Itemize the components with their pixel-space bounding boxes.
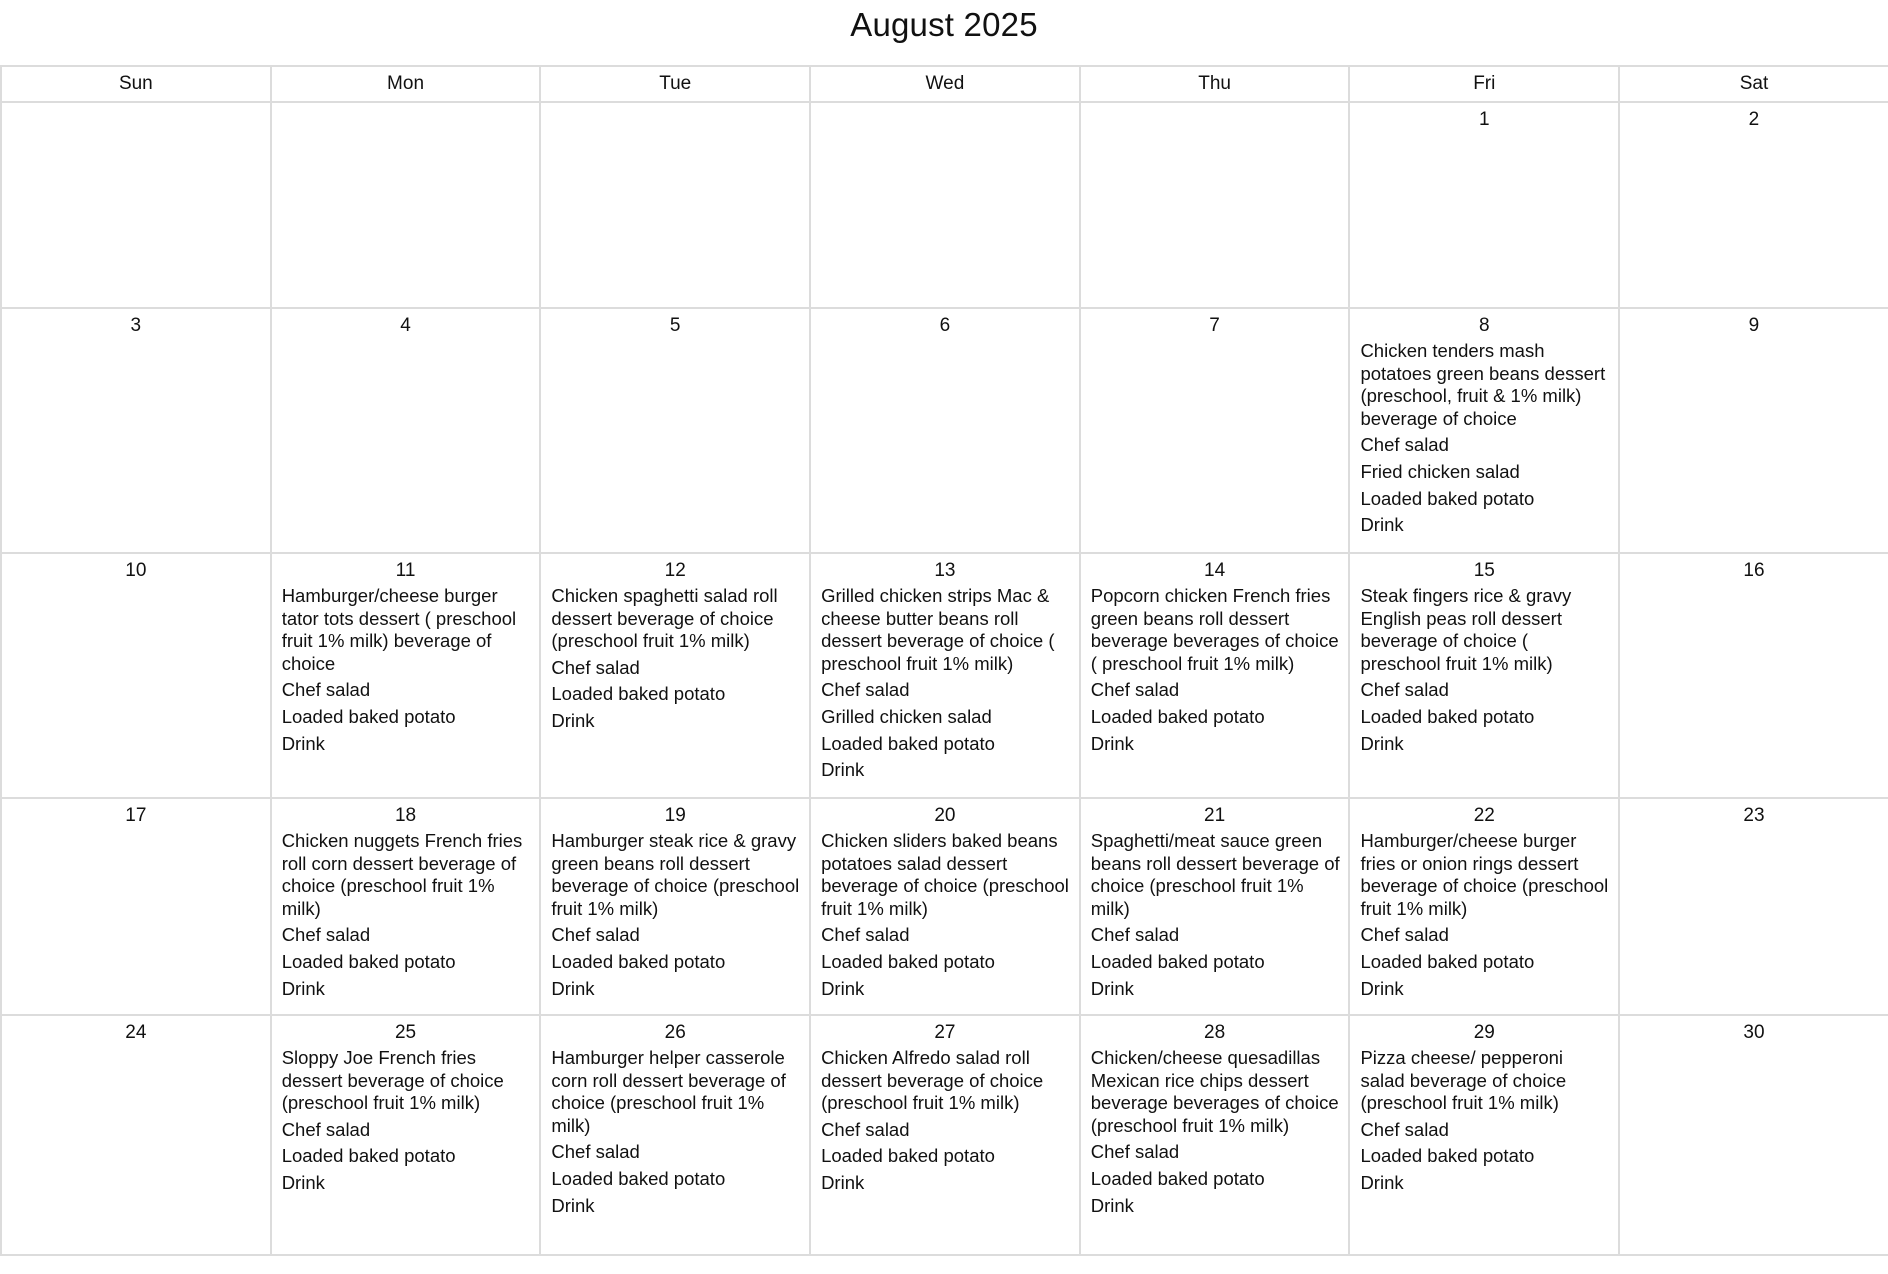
menu-entry: Drink (281, 977, 325, 999)
day-cell (810, 1015, 1080, 1255)
menu-entry: Chicken tenders mash potatoes green beans dessert (preschool, fruit & 1% milk) beverage of choice (1360, 340, 1606, 429)
day-cell (540, 553, 810, 798)
day-cell (1, 1015, 271, 1255)
day-number: 13 (934, 560, 956, 581)
day-cell (540, 798, 810, 1015)
menu-entry: Drink (281, 1171, 325, 1193)
day-cell (1619, 798, 1888, 1015)
menu-entry: Chicken spaghetti salad roll dessert beverage of choice (preschool fruit 1% milk) (551, 585, 778, 652)
day-cell (1349, 102, 1619, 308)
week-row (1, 1015, 1888, 1255)
day-number: 25 (394, 1022, 417, 1043)
menu-entry: Drink (551, 1194, 595, 1216)
menu-entry: Drink (821, 759, 865, 781)
menu-entry: Steak fingers rice & gravy English peas roll dessert beverage of choice ( preschool fruit 1% milk) (1360, 585, 1572, 674)
menu-entries (1350, 337, 1618, 547)
menu-entry: Chef salad (821, 1118, 910, 1140)
menu-entry: Loaded baked potato (551, 1167, 726, 1189)
day-cell (271, 553, 541, 798)
menu-entry: Pizza cheese/ pepperoni salad beverage of choice (preschool fruit 1% milk) (1360, 1047, 1567, 1114)
menu-entry: Chef salad (281, 924, 371, 946)
menu-entry: Loaded baked potato (1360, 487, 1535, 509)
menu-entry: Drink (551, 977, 595, 999)
menu-entry: Hamburger steak rice & gravy green beans roll dessert beverage of choice (preschool fruit 1% milk) (551, 830, 800, 919)
day-number: 10 (125, 560, 147, 581)
day-cell (540, 1015, 810, 1255)
day-cell (540, 308, 810, 553)
menu-entries (1350, 827, 1618, 1010)
day-cell (810, 308, 1080, 553)
menu-entry: Loaded baked potato (821, 950, 995, 972)
menu-entry: Chef salad (1360, 924, 1449, 946)
menu-entries (541, 827, 809, 1010)
menu-entries (811, 582, 1079, 792)
menu-entry: Chef salad (551, 1141, 640, 1163)
day-cell (1349, 1015, 1619, 1255)
menu-entry: Chef salad (1090, 924, 1180, 946)
day-cell (1619, 102, 1888, 308)
day-cell (1349, 798, 1619, 1015)
menu-entry: Loaded baked potato (281, 1145, 456, 1167)
menu-entries (1081, 1044, 1349, 1227)
day-number: 20 (934, 805, 956, 826)
menu-entries (272, 1044, 540, 1205)
menu-entry: Chicken Alfredo salad roll dessert beverage of choice (preschool fruit 1% milk) (821, 1047, 1044, 1114)
day-cell (810, 102, 1080, 308)
day-cell (1080, 308, 1350, 553)
menu-entry: Fried chicken salad (1360, 460, 1520, 482)
menu-entries (541, 1044, 809, 1227)
week-row (1, 553, 1888, 798)
day-cell (810, 798, 1080, 1015)
weekday-header: Wed (810, 66, 1080, 102)
day-number: 14 (1204, 560, 1226, 581)
day-cell (1080, 1015, 1350, 1255)
menu-entry: Drink (1360, 732, 1404, 754)
day-cell (1349, 553, 1619, 798)
menu-entry: Loaded baked potato (281, 705, 456, 727)
menu-entry: Chef salad (821, 924, 910, 946)
menu-entry: Drink (821, 1171, 865, 1193)
menu-entry: Loaded baked potato (1090, 705, 1265, 727)
menu-entry: Hamburger/cheese burger tator tots dessert ( preschool fruit 1% milk) beverage of choice (281, 585, 517, 674)
menu-entry: Chef salad (1360, 679, 1449, 701)
menu-entries (541, 582, 809, 743)
day-cell (1, 102, 271, 308)
day-cell (271, 308, 541, 553)
week-row (1, 308, 1888, 553)
calendar-title: August 2025 (850, 6, 1038, 43)
day-cell (271, 1015, 541, 1255)
week-row (1, 798, 1888, 1015)
menu-entry: Drink (1090, 732, 1134, 754)
menu-entry: Drink (551, 709, 595, 731)
menu-entry: Drink (281, 732, 325, 754)
menu-entry: Grilled chicken salad (821, 705, 992, 727)
weekday-header: Tue (540, 66, 810, 102)
weekday-header: Sat (1619, 66, 1888, 102)
weekday-header-row (1, 66, 1888, 102)
menu-entry: Loaded baked potato (1360, 1145, 1535, 1167)
menu-entry: Spaghetti/meat sauce green beans roll dessert beverage of choice (preschool fruit 1% milk) (1090, 830, 1340, 919)
day-number: 23 (1743, 805, 1765, 826)
day-number: 3 (130, 315, 142, 336)
menu-entry: Loaded baked potato (551, 950, 726, 972)
day-cell (1619, 1015, 1888, 1255)
day-number: 26 (664, 1022, 686, 1043)
day-number: 30 (1743, 1022, 1765, 1043)
menu-entry: Sloppy Joe French fries dessert beverage of choice (preschool fruit 1% milk) (281, 1047, 504, 1114)
menu-entry: Loaded baked potato (1090, 1167, 1265, 1189)
menu-entries (811, 1044, 1079, 1205)
menu-entry: Chef salad (821, 679, 910, 701)
day-number: 28 (1204, 1022, 1226, 1043)
menu-entry: Popcorn chicken French fries green beans roll dessert beverage beverages of choice ( preschool fruit 1% milk) (1090, 585, 1339, 674)
day-number: 19 (664, 805, 686, 826)
day-cell (540, 102, 810, 308)
week-row (1, 102, 1888, 308)
day-cell (1080, 798, 1350, 1015)
calendar-body (1, 102, 1888, 1255)
day-cell (1080, 553, 1350, 798)
day-number: 17 (125, 805, 147, 826)
day-cell (1, 798, 271, 1015)
day-number: 12 (664, 560, 686, 581)
day-cell (1, 553, 271, 798)
menu-entry: Grilled chicken strips Mac & cheese butter beans roll dessert beverage of choice ( preschool fruit 1% milk) (821, 585, 1055, 674)
menu-entries (1350, 582, 1618, 765)
menu-entry: Chef salad (1360, 1118, 1449, 1140)
menu-entries (1350, 1044, 1618, 1205)
menu-entries (1081, 582, 1349, 765)
menu-entry: Drink (1360, 977, 1404, 999)
menu-entry: Drink (821, 977, 865, 999)
menu-entry: Drink (1090, 1194, 1134, 1216)
menu-entry: Drink (1360, 514, 1404, 536)
calendar-grid (0, 65, 1888, 1256)
menu-entry: Drink (1090, 977, 1134, 999)
day-number: 8 (1478, 315, 1490, 336)
weekday-header: Sun (1, 66, 271, 102)
day-number: 6 (939, 315, 951, 336)
weekday-header: Fri (1349, 66, 1619, 102)
day-number: 9 (1748, 315, 1760, 336)
menu-entry: Drink (1360, 1171, 1404, 1193)
day-cell (810, 553, 1080, 798)
day-number: 2 (1748, 109, 1760, 130)
day-number: 15 (1473, 560, 1495, 581)
day-number: 11 (395, 560, 416, 581)
menu-entry: Loaded baked potato (1360, 705, 1535, 727)
weekday-header: Mon (271, 66, 541, 102)
menu-entry: Hamburger helper casserole corn roll dessert beverage of choice (preschool fruit 1% milk) (551, 1047, 786, 1136)
menu-entry: Chicken nuggets French fries roll corn dessert beverage of choice (preschool fruit 1% milk) (281, 830, 523, 919)
day-number: 27 (934, 1022, 956, 1043)
day-number: 18 (394, 805, 417, 826)
day-number: 29 (1473, 1022, 1495, 1043)
day-cell (1619, 308, 1888, 553)
day-number: 16 (1743, 560, 1765, 581)
day-number: 4 (400, 315, 411, 336)
day-cell (1080, 102, 1350, 308)
menu-entries (272, 827, 540, 1010)
menu-entry: Loaded baked potato (821, 1145, 995, 1167)
menu-entry: Chicken/cheese quesadillas Mexican rice chips dessert beverage beverages of choice (preschool fruit 1% milk) (1090, 1047, 1339, 1136)
day-number: 7 (1209, 315, 1220, 336)
day-cell (271, 798, 541, 1015)
menu-entries (1081, 827, 1349, 1010)
day-number: 1 (1478, 109, 1490, 130)
menu-entry: Loaded baked potato (281, 950, 456, 972)
menu-entry: Chef salad (1090, 679, 1180, 701)
menu-entry: Hamburger/cheese burger fries or onion rings dessert beverage of choice (preschool fruit 1% milk) (1360, 830, 1609, 919)
day-cell (1619, 553, 1888, 798)
day-number: 21 (1204, 805, 1226, 826)
menu-entry: Chef salad (281, 1118, 371, 1140)
menu-entry: Chicken sliders baked beans potatoes salad dessert beverage of choice (preschool fruit 1% milk) (821, 830, 1069, 919)
menu-entries (272, 582, 540, 765)
day-cell (1, 308, 271, 553)
day-number: 5 (669, 315, 681, 336)
menu-entry: Chef salad (551, 924, 640, 946)
menu-entry: Loaded baked potato (1360, 950, 1535, 972)
menu-entries (811, 827, 1079, 1010)
menu-entry: Loaded baked potato (551, 683, 726, 705)
weekday-header: Thu (1080, 66, 1350, 102)
menu-entry: Chef salad (281, 679, 371, 701)
day-number: 22 (1473, 805, 1495, 826)
day-cell (1349, 308, 1619, 553)
menu-entry: Chef salad (551, 656, 640, 678)
menu-entry: Chef salad (1090, 1141, 1180, 1163)
day-number: 24 (125, 1022, 147, 1043)
menu-entry: Loaded baked potato (821, 732, 995, 754)
menu-entry: Chef salad (1360, 434, 1449, 456)
day-cell (271, 102, 541, 308)
menu-entry: Loaded baked potato (1090, 950, 1265, 972)
